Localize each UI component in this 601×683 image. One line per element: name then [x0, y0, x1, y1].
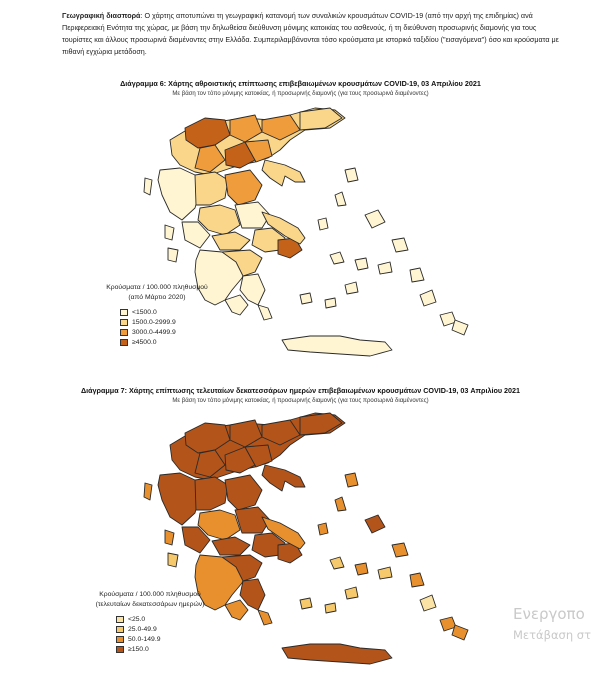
- legend-label: ≥150.0: [128, 645, 149, 653]
- legend-label: 1500.0-2999.9: [132, 318, 176, 326]
- legend-label: 3000.0-4499.9: [132, 328, 176, 336]
- map2-legend-title: Κρούσματα / 100.000 πληθυσμού: [99, 591, 201, 598]
- legend-label: ≥4500.0: [132, 338, 157, 346]
- legend-swatch: [116, 636, 124, 643]
- map2-subtitle: Με βάση τον τόπο μόνιμης κατοικίας, ή προσωρινής διαμονής (για τους προσωρινά διαμένοντες): [172, 398, 429, 404]
- intro-label: Γεωγραφική διασπορά: [62, 11, 141, 20]
- map1-legend-subtitle: (από Μάρτιο 2020): [128, 294, 186, 301]
- legend-swatch: [116, 646, 124, 653]
- legend-label: <1500.0: [132, 308, 157, 316]
- legend-swatch: [116, 616, 124, 623]
- activation-watermark-line2: Μετάβαση στ: [513, 628, 592, 642]
- map1-title: Διάγραμμα 6: Χάρτης αθροιστικής επίπτωσης επιβεβαιωμένων κρουσμάτων COVID-19, 03 Απριλίου 2021: [120, 79, 481, 88]
- intro-text: : Ο χάρτης αποτυπώνει τη γεωγραφική κατανομή των συναλικών κρουσμάτων COVID-19 (από την αρχή της επιδημίας) ανά Περιφερειακή Ενότητα της χώρας, με βάση την δηλωθείσα διεύθυνση μόνιμης κατοικίας του ασθενούς, ή τη διεύθυνση προσωρινής διαμονής για τους τουρίστες και άλλους προσωρινά διαμένοντες στην Ελλάδα. Συμπεριλαμβάνονται τόσο κρούσματα με ιστορικό ταξιδίου ("εισαγόμενα") όσο και κρούσματα με πιθανή εγχώρια μετάδοση.: [62, 11, 559, 56]
- map2-legend-subtitle: (τελευταίων δεκατεσσάρων ημερών): [95, 601, 205, 608]
- legend-swatch: [116, 626, 124, 633]
- map2-legend-item: [116, 644, 230, 654]
- map2-legend-item: [116, 624, 230, 634]
- activation-watermark-line1: Ενεργοπο: [513, 605, 585, 623]
- map2-title: Διάγραμμα 7: Χάρτης επίπτωσης τελευταίων δεκατεσσάρων ημερών επιβεβαιωμένων κρουσμάτων COVID-19, 03 Απριλίου 2021: [80, 386, 521, 395]
- legend-label: 25.0-49.9: [128, 625, 157, 633]
- map1-legend-title: Κρούσματα / 100.000 πληθυσμού: [106, 284, 208, 291]
- legend-label: 50.0-149.9: [128, 635, 161, 643]
- map2-legend: [70, 590, 230, 654]
- legend-label: <25.0: [128, 615, 146, 623]
- map2-legend-item: [116, 634, 230, 644]
- map1-subtitle: Με βάση τον τόπο μόνιμης κατοικίας, ή προσωρινής διαμονής (για τους προσωρινά διαμένοντες): [172, 91, 429, 97]
- map2-legend-item: [116, 614, 230, 624]
